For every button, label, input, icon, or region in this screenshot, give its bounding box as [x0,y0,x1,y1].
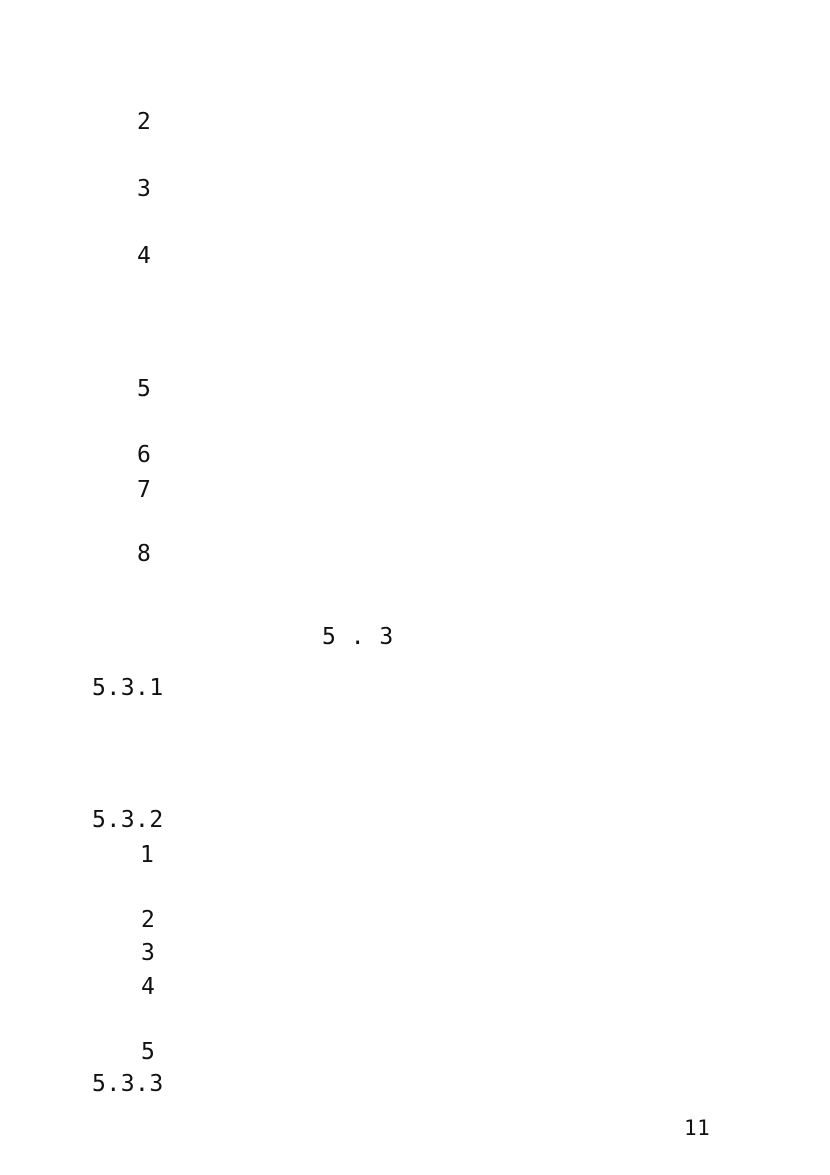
toplist-item-3: 3 [137,176,152,202]
toplist-item-4: 4 [137,243,152,269]
section-heading-5-3: 5 . 3 [322,624,394,650]
sublist-item-3: 3 [141,940,156,966]
toplist-item-2: 2 [137,109,152,135]
toplist-item-6: 6 [137,442,152,468]
subsection-5-3-2: 5.3.2 [92,807,164,833]
sublist-item-1: 1 [140,842,155,868]
page-number: 11 [684,1116,711,1140]
toplist-item-5: 5 [137,376,152,402]
toplist-item-7: 7 [137,477,152,503]
subsection-5-3-1: 5.3.1 [92,675,164,701]
toplist-item-8: 8 [137,541,152,567]
sublist-item-4: 4 [141,974,156,1000]
sublist-item-5: 5 [141,1039,156,1065]
subsection-5-3-3: 5.3.3 [92,1071,164,1097]
sublist-item-2: 2 [141,907,156,933]
